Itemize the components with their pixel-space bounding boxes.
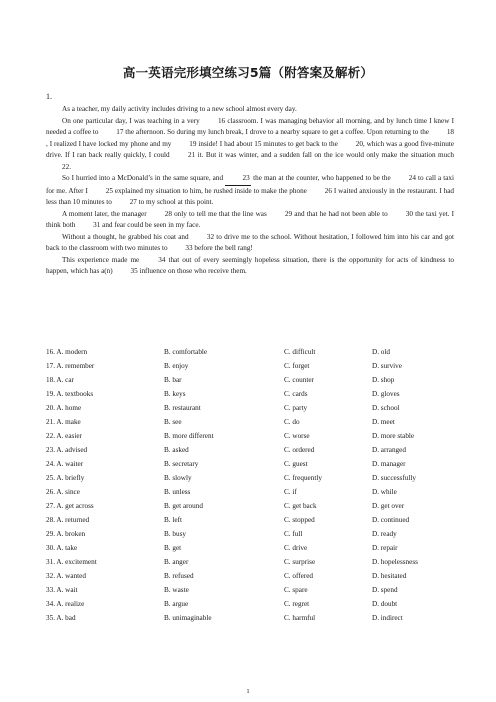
option-choice: B. comfortable [164,348,208,356]
option-choice: C. worse [284,432,310,440]
option-choice: D. arranged [372,446,406,454]
passage-text: it. But it was winter, and a sudden fall on the ice would only make the situation much [195,151,454,159]
blank-26: 26 [324,186,332,195]
option-choice: 27. A. get across [46,502,94,510]
passage-text: before the bell rang! [192,244,253,252]
option-choice: 34. A. realize [46,600,85,608]
blank-30: 30 [405,209,413,218]
option-choice: B. asked [164,446,189,454]
option-choice: D. school [372,404,400,412]
option-choice: C. frequently [284,474,322,482]
option-choice: 19. A. textbooks [46,390,94,398]
option-choice: B. slowly [164,474,192,482]
option-choice: B. secretary [164,460,199,468]
option-choice: 30. A. take [46,544,78,552]
blank-31: 31 [93,221,101,229]
passage-paragraph [46,116,454,174]
page-number: 1 [246,688,250,695]
passage-text: . [69,162,71,171]
option-choice: 25. A. briefly [46,474,85,482]
option-row [46,415,456,429]
option-choice: D. survive [372,362,402,370]
option-row [46,541,456,555]
option-choice: 21. A. make [46,418,81,426]
option-choice: B. get around [164,502,203,510]
option-choice: 26. A. since [46,488,80,496]
option-row [46,457,456,471]
option-choice: 18. A. car [46,376,74,384]
option-row [46,443,456,457]
blank-35: 35 [130,267,138,275]
passage-text: the man at the counter, who happened to be the [251,174,393,182]
blank-18: 18 [446,128,454,136]
option-choice: C. difficult [284,348,316,356]
option-choice: C. if [284,488,297,496]
passage-paragraph [46,173,454,209]
option-row [46,527,456,541]
option-choice: 33. A. wait [46,586,78,594]
option-row [46,555,456,569]
passage-paragraph [46,104,454,116]
blank-23: 23 [225,173,251,186]
passage-text: influence on those who receive them. [137,267,247,275]
option-choice: D. get over [372,502,405,510]
option-choice: C. regret [284,600,310,608]
blank-22: 22 [62,162,70,171]
option-choice: B. get [164,544,182,552]
option-choice: B. left [164,516,182,524]
option-choice: B. bar [164,376,182,384]
passage-text: the afternoon. So during my lunch break, I drove to a nearby square to get a coffee. Upon returning to the [123,128,431,136]
blank-20: 20 [355,139,363,148]
passage-text: This experience made me [62,255,143,264]
option-choice: B. keys [164,390,186,398]
passage-text: I waited anxiously in the restaurant. I had less than 10 minutes to [46,186,454,206]
option-choice: 28. A. returned [46,516,90,524]
option-choice: B. unimaginable [164,614,212,622]
option-choice: C. surprise [284,558,316,566]
option-choice: D. gloves [372,390,400,398]
option-choice: 16. A. modern [46,348,88,356]
option-row [46,373,456,387]
option-choice: D. ready [372,530,397,538]
blank-27: 27 [129,198,137,206]
passage-text: that out of every seemingly hopeless situation, there is the opportunity for acts of kindness to happen, which has a(n) [46,255,455,275]
blank-29: 29 [284,209,293,218]
option-choice: B. refused [164,572,194,580]
option-choice: C. harmful [284,614,316,622]
passage-text: , I realized I have locked my phone and my [46,139,174,148]
option-choice: B. argue [164,600,189,608]
blank-33: 33 [185,244,193,252]
option-row [46,611,456,625]
option-choice: B. restaurant [164,404,201,412]
option-choice: C. offered [284,572,314,580]
option-choice: D. more stable [372,432,415,440]
option-choice: 35. A. bad [46,614,76,622]
question-number: 1. [46,92,52,101]
option-choice: C. do [284,418,300,426]
passage-text: On one particular day, I was teaching in a very [62,116,202,125]
option-choice: D. spend [372,586,398,594]
option-choice: D. hesitated [372,572,407,580]
blank-34: 34 [158,255,166,264]
option-row [46,597,456,611]
option-choice: 24. A. waiter [46,460,84,468]
option-choice: D. manager [372,460,406,468]
option-row [46,471,456,485]
option-row [46,569,456,583]
option-choice: B. more different [164,432,214,440]
option-choice: B. see [164,418,182,426]
option-choice: D. successfully [372,474,416,482]
option-choice: D. shop [372,376,395,384]
passage-text: and that he had not been able to [292,209,390,218]
option-choice: C. drive [284,544,308,552]
option-row [46,583,456,597]
option-row [46,429,456,443]
passage-paragraph [46,255,454,278]
option-choice: D. old [372,348,390,356]
option-choice: D. continued [372,516,410,524]
option-row [46,513,456,527]
option-choice: C. guest [284,460,308,468]
passage-text: explained my situation to him, he rushed inside to make the phone [112,186,309,195]
option-choice: 29. A. broken [46,530,86,538]
page-title: 高一英语完形填空练习5篇（附答案及解析） [122,65,374,80]
option-choice: B. busy [164,530,186,538]
option-row [46,401,456,415]
blank-25: 25 [105,186,113,195]
option-choice: D. while [372,488,397,496]
blank-21: 21 [188,151,196,159]
passage-text: to my school at this point. [136,198,214,206]
option-choice: C. forget [284,362,310,370]
option-choice: C. spare [284,586,308,594]
option-choice: 17. A. remember [46,362,95,370]
option-choice: C. cards [284,390,308,398]
passage-text: inside! I had about 15 minutes to get back to the [196,139,340,148]
option-choice: D. hopelessness [372,558,418,566]
option-choice: C. ordered [284,446,315,454]
blank-16: 16 [217,116,226,125]
option-row [46,345,456,359]
passage-text: A moment later, the manager [62,209,149,218]
option-choice: D. indirect [372,614,403,622]
option-choice: B. enjoy [164,362,189,370]
option-choice: C. party [284,404,308,412]
option-choice: 32. A. wanted [46,572,86,580]
option-choice: B. anger [164,558,189,566]
option-choice: D. doubt [372,600,398,608]
passage-paragraph [46,209,454,232]
option-row [46,387,456,401]
blank-28: 28 [164,209,172,218]
option-choice: C. counter [284,376,314,384]
option-choice: C. full [284,530,303,538]
option-choice: C. get back [284,502,317,510]
option-row [46,485,456,499]
passage-text: , which was a good five-minute drive. If I ran back really quickly, I could [46,139,454,159]
blank-19: 19 [189,139,197,148]
option-choice: 31. A. excitement [46,558,97,566]
option-row [46,499,456,513]
passage-text: the taxi yet. I think both [46,209,454,229]
answer-options [46,345,456,625]
option-choice: C. stopped [284,516,315,524]
option-choice: D. repair [372,544,398,552]
option-choice: 23. A. advised [46,446,88,454]
passage-paragraph [46,232,454,255]
passage-text: Without a thought, he grabbed his coat and [62,232,191,241]
passage-text: classroom. I was managing behavior all morning, and by lunch time I knew I needed a coffee to [46,116,454,136]
passage-text: to drive me to the school. Without hesitation, I followed him into his car and got back to the classroom with two minutes to [46,232,455,252]
option-choice: B. unless [164,488,191,496]
passage-text: and fear could be seen in my face. [100,221,201,229]
passage-text: only to tell me that the line was [171,209,269,218]
blank-24: 24 [408,174,416,182]
option-choice: D. meet [372,418,395,426]
passage-text: As a teacher, my daily activity includes driving to a new school almost every day. [62,105,297,113]
option-choice: 22. A. easier [46,432,82,440]
blank-32: 32 [206,232,215,241]
blank-17: 17 [116,128,124,136]
option-row [46,359,456,373]
cloze-passage [46,104,454,278]
passage-text: to call a taxi for me. After I [46,174,454,195]
option-choice: B. waste [164,586,189,594]
option-choice: 20. A. home [46,404,82,412]
passage-text: So I hurried into a McDonald’s in the same square, and [62,174,226,182]
